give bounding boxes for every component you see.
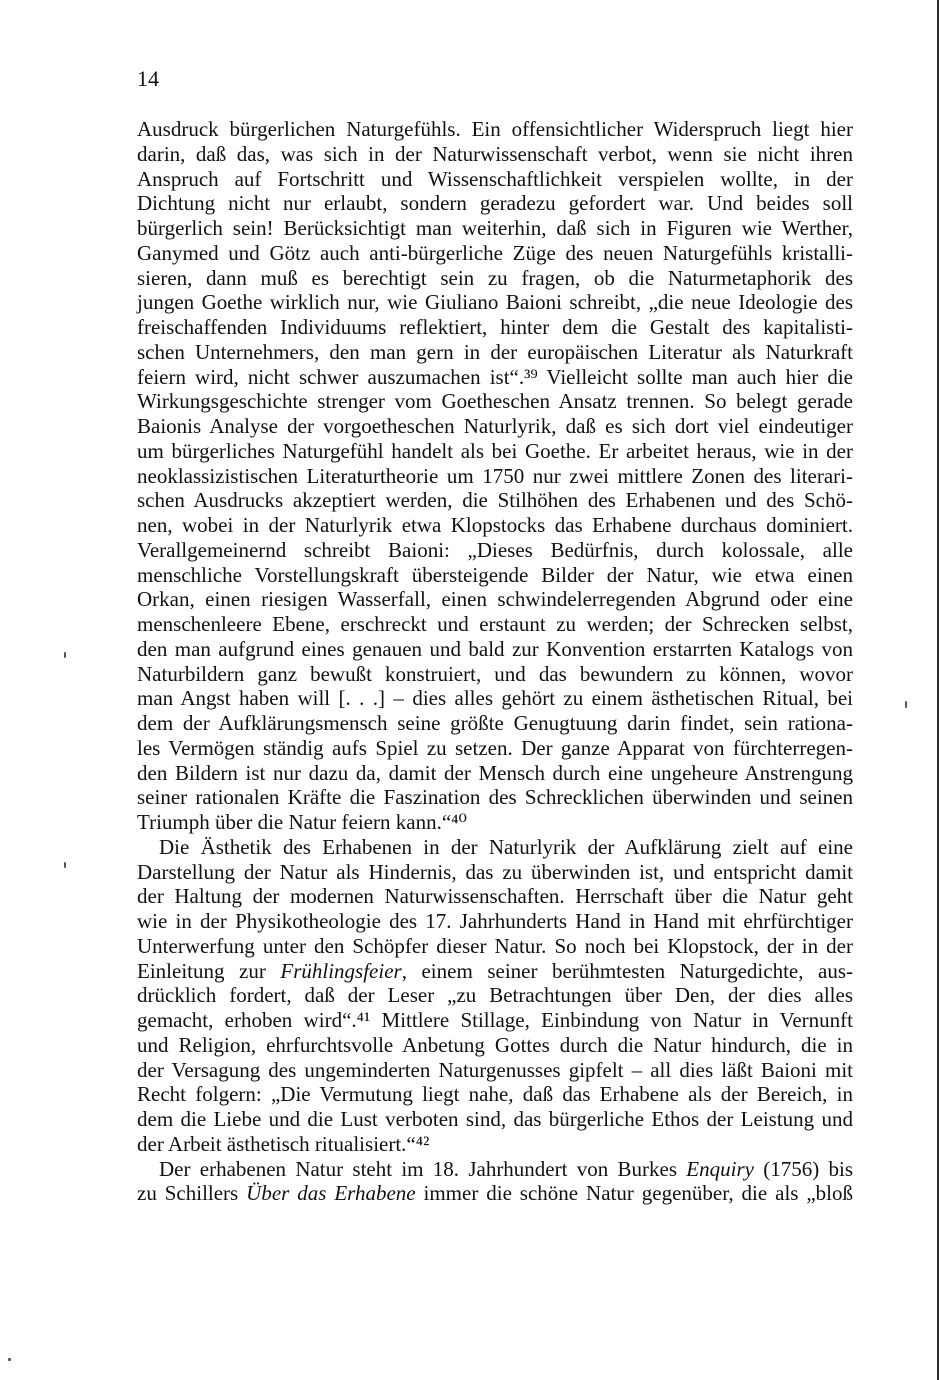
text-line: Naturbildern ganz bewußt konstruiert, und das bewundern zu können, wovor: [137, 661, 853, 686]
text-line: der Haltung der modernen Naturwissenschaften. Herrschaft über die Natur geht: [137, 884, 853, 909]
text-line: bürgerlich sein! Berücksichtigt man weiterhin, daß sich in Figuren wie Werther,: [137, 216, 853, 240]
text-line: menschenleere Ebene, erschreckt und erstaunt zu werden; der Schrecken selbst,: [137, 612, 853, 636]
text-line: Ganymed und Götz auch anti-bürgerliche Züge des neuen Naturgefühls kristalli-: [137, 240, 853, 265]
text-line: feiern wird, nicht schwer auszumachen ist“.³⁹ Vielleicht sollte man auch hier die: [137, 364, 853, 389]
text-line: dem die Liebe und die Lust verboten sind, das bürgerliche Ethos der Leistung und: [137, 1107, 853, 1131]
text-line: darin, daß das, was sich in der Naturwissenschaft verbot, wenn sie nicht ihren: [137, 141, 853, 166]
text-line: menschliche Vorstellungskraft übersteigende Bilder der Natur, wie etwa einen: [137, 562, 853, 587]
text-line: den man aufgrund eines genauen und bald zur Konvention erstarrten Katalogs von: [137, 636, 853, 661]
text-line: um bürgerliches Naturgefühl handelt als bei Goethe. Er arbeitet heraus, wie in der: [137, 438, 853, 463]
text-line: Unterwerfung unter den Schöpfer dieser Natur. So noch bei Klopstock, der in der: [137, 933, 853, 958]
scan-speck: [8, 1358, 11, 1361]
text-line: Der erhabenen Natur steht im 18. Jahrhundert von Burkes Enquiry (1756) bis: [159, 1156, 854, 1181]
text-line: Wirkungsgeschichte strenger vom Goetheschen Ansatz trennen. So belegt gerade: [137, 389, 853, 414]
text-line: sieren, dann muß es berechtigt sein zu fragen, ob die Naturmetaphorik des: [137, 265, 853, 290]
text-line: neoklassizistischen Literaturtheorie um 1750 nur zwei mittlere Zonen des literari-: [137, 463, 853, 488]
text-line: man Angst haben will [. . .] – dies alles gehört zu einem ästhetischen Ritual, bei: [137, 686, 853, 711]
text-line: dem der Aufklärungsmensch seine größte Genugtuung darin findet, sein rationa-: [137, 711, 853, 735]
text-line: wie in der Physikotheologie des 17. Jahrhunderts Hand in Hand mit ehrfürchtiger: [137, 909, 853, 933]
text-line: Dichtung nicht nur erlaubt, sondern geradezu gefordert war. Und beides soll: [137, 191, 853, 216]
text-line: Recht folgern: „Die Vermutung liegt nahe, daß das Erhabene als der Bereich, in: [137, 1082, 853, 1107]
text-line: seiner rationalen Kräfte die Faszination des Schrecklichen überwinden und seinen: [137, 785, 853, 810]
text-line: Orkan, einen riesigen Wasserfall, einen schwindelerregenden Abgrund oder eine: [137, 587, 853, 612]
text-line: Einleitung zur Frühlingsfeier, einem seiner berühmtesten Naturgedichte, aus-: [137, 958, 853, 983]
text-line: schen Ausdrucks akzeptiert werden, die Stilhöhen des Erhabenen und des Schö-: [137, 488, 853, 513]
scan-speck: [64, 862, 66, 868]
text-line: jungen Goethe wirklich nur, wie Giuliano Baioni schreibt, „die neue Ideologie des: [137, 290, 853, 315]
text-line: Baionis Analyse der vorgoetheschen Naturlyrik, daß es sich dort viel eindeutiger: [137, 414, 853, 438]
text-line: freischaffenden Individuums reflektiert, hinter dem die Gestalt des kapitalisti-: [137, 315, 853, 339]
text-line: der Versagung des ungeminderten Naturgenusses gipfelt – all dies läßt Baioni mit: [137, 1057, 853, 1082]
text-line: nen, wobei in der Naturlyrik etwa Klopstocks das Erhabene durchaus dominiert.: [137, 513, 853, 537]
text-line: Verallgemeinernd schreibt Baioni: „Dieses Bedürfnis, durch kolossale, alle: [137, 537, 853, 562]
text-line: zu Schillers Über das Erhabene immer die schöne Natur gegenüber, die als „bloß: [137, 1181, 854, 1206]
scan-speck: [64, 652, 66, 658]
text-line: gemacht, erhoben wird“.⁴¹ Mittlere Stillage, Einbindung von Natur in Vernunft: [137, 1008, 853, 1032]
text-line: Die Ästhetik des Erhabenen in der Naturlyrik der Aufklärung zielt auf eine: [159, 834, 853, 859]
page-number: 14: [137, 66, 159, 91]
text-line: Ausdruck bürgerlichen Naturgefühls. Ein offensichtlicher Widerspruch liegt hier: [137, 117, 853, 141]
text-line: Triumph über die Natur feiern kann.“⁴⁰: [137, 810, 467, 834]
text-line: Darstellung der Natur als Hindernis, das zu überwinden ist, und entspricht damit: [137, 859, 853, 884]
text-line: drücklich fordert, daß der Leser „zu Betrachtungen über Den, der dies alles: [137, 983, 853, 1008]
text-line: der Arbeit ästhetisch ritualisiert.“⁴²: [137, 1131, 430, 1156]
text-line: Anspruch auf Fortschritt und Wissenschaftlichkeit verspielen wollte, in der: [137, 166, 853, 191]
text-line: und Religion, ehrfurchtsvolle Anbetung Gottes durch die Natur hindurch, die in: [137, 1032, 853, 1057]
body-text: [137, 117, 853, 1206]
text-line: schen Unternehmers, den man gern in der europäischen Literatur als Naturkraft: [137, 339, 853, 364]
scan-speck: [905, 701, 907, 708]
text-line: les Vermögen ständig aufs Spiel zu setzen. Der ganze Apparat von fürchterregen-: [137, 735, 853, 760]
text-line: den Bildern ist nur dazu da, damit der Mensch durch eine ungeheure Anstrengung: [137, 760, 853, 785]
